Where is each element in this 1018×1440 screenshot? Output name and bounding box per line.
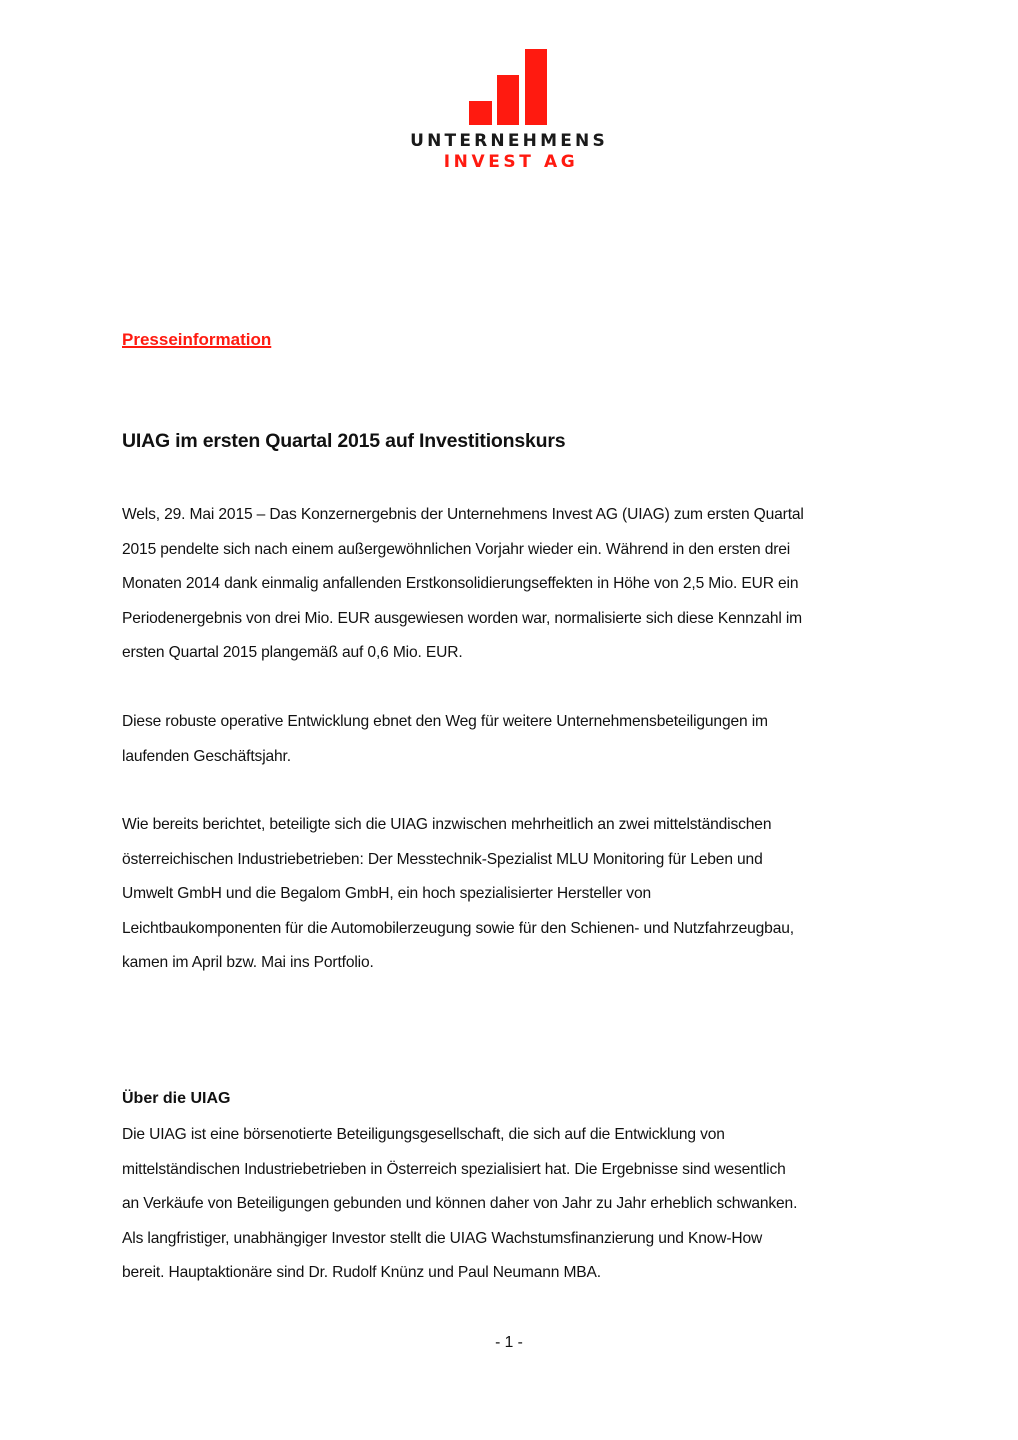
text-line: österreichischen Industriebetrieben: Der Messtechnik-Spezialist MLU Monitoring für Leben und bbox=[122, 850, 763, 868]
logo-bar-small bbox=[469, 101, 492, 125]
text-line: 2015 pendelte sich nach einem außergewöhnlichen Vorjahr wieder ein. Während in den ersten drei bbox=[122, 540, 791, 558]
text-line: an Verkäufe von Beteiligungen gebunden und können daher von Jahr zu Jahr erheblich schwanken. bbox=[122, 1195, 798, 1212]
text-line: Als langfristiger, unabhängiger Investor stellt die UIAG Wachstumsfinanzierung und Know-How bbox=[122, 1229, 763, 1247]
company-logo bbox=[0, 0, 1018, 190]
logo-bar-large bbox=[525, 49, 547, 125]
text-line: Wels, 29. Mai 2015 – Das Konzernergebnis der Unternehmens Invest AG (UIAG) zum ersten Quartal bbox=[122, 506, 804, 523]
logo-text-line1: UNTERNEHMENS bbox=[410, 131, 608, 151]
text-line: Die UIAG ist eine börsenotierte Beteiligungsgesellschaft, die sich auf die Entwicklung von bbox=[122, 1126, 725, 1143]
text-line: Leichtbaukomponenten für die Automobilerzeugung sowie für den Schienen- und Nutzfahrzeugbau, bbox=[122, 919, 794, 937]
about-section-title: Über die UIAG bbox=[122, 1090, 231, 1107]
headline: UIAG im ersten Quartal 2015 auf Investitionskurs bbox=[122, 430, 566, 452]
text-line: kamen im April bzw. Mai ins Portfolio. bbox=[122, 954, 374, 971]
text-line: Diese robuste operative Entwicklung ebnet den Weg für weitere Unternehmensbeteiligungen im bbox=[122, 713, 768, 730]
logo-text-line2: INVEST AG bbox=[443, 152, 579, 172]
paragraph-investments bbox=[122, 808, 794, 981]
text-line: Wie bereits berichtet, beteiligte sich die UIAG inzwischen mehrheitlich an zwei mittelständischen bbox=[122, 816, 772, 833]
text-line: ersten Quartal 2015 plangemäß auf 0,6 Mio. EUR. bbox=[122, 644, 463, 661]
paragraph-outlook bbox=[122, 705, 768, 774]
about-section-text bbox=[122, 1118, 797, 1291]
logo-bar-medium bbox=[497, 75, 519, 125]
text-line: laufenden Geschäftsjahr. bbox=[122, 747, 291, 765]
page-number: - 1 - bbox=[495, 1334, 523, 1351]
text-line: bereit. Hauptaktionäre sind Dr. Rudolf Knünz und Paul Neumann MBA. bbox=[122, 1264, 601, 1281]
bar-chart-logo-icon bbox=[469, 49, 549, 125]
text-line: mittelständischen Industriebetrieben in Österreich spezialisiert hat. Die Ergebnisse sind wesentlich bbox=[122, 1160, 786, 1178]
text-line: Periodenergebnis von drei Mio. EUR ausgewiesen worden war, normalisierte sich diese Kennzahl im bbox=[122, 609, 803, 627]
press-release-label: Presseinformation bbox=[122, 330, 272, 349]
text-line: Umwelt GmbH und die Begalom GmbH, ein hoch spezialisierter Hersteller von bbox=[122, 885, 651, 902]
text-line: Monaten 2014 dank einmalig anfallenden Erstkonsolidierungseffekten in Höhe von 2,5 Mio. EUR ein bbox=[122, 575, 799, 592]
paragraph-results bbox=[122, 498, 804, 671]
